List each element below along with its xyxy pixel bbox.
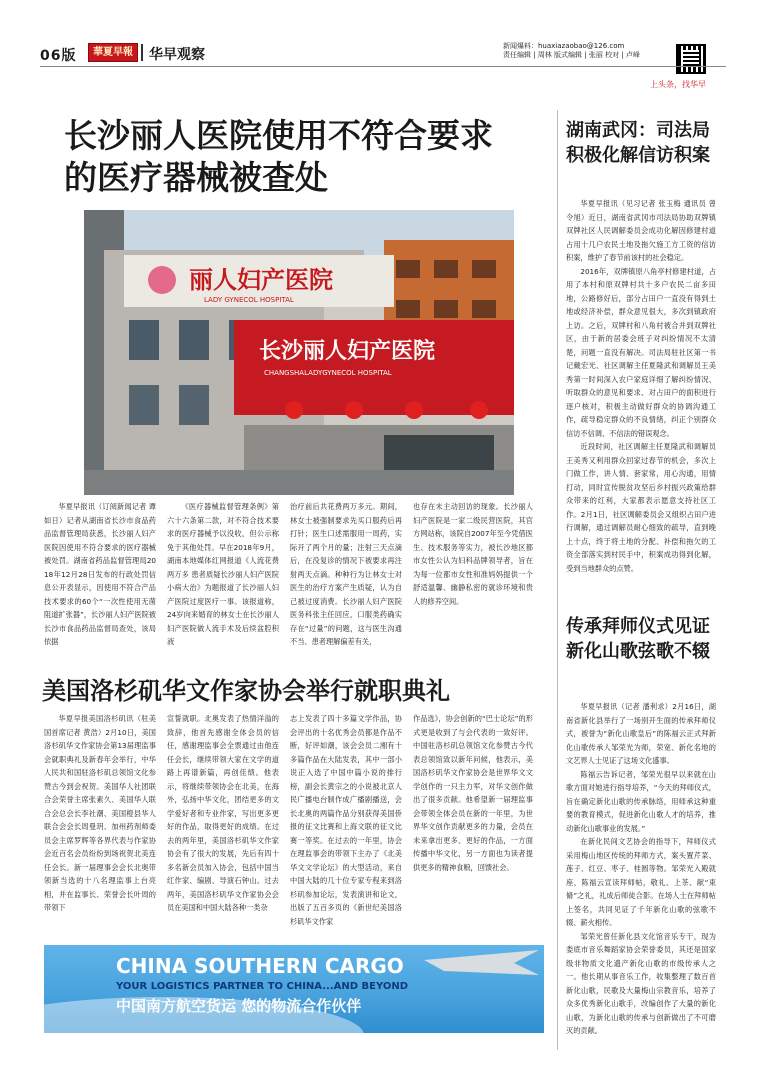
hospital-building-image — [84, 210, 514, 495]
column-divider — [557, 110, 558, 1050]
second-article-col1: 华夏早报美国洛杉矶讯（驻美国首席记者 黄浩）2月10日，美国洛杉矶华文作家协会第13届理监事会就职典礼及新春年会举行，中华人民共和国驻洛杉矶总领馆文化参赞古今到会祝贺。美国华人社团联合会荣誉主席张素久、美国华人联合会总会长李社潮、美国橙县华人联合会会长周曼玥、加州药剂师委员会主席罗辉等各界代表与作家协会近百名会员纷纷到场祝贺北美连任会长。新一届理事会会长北奥带领新当选的十八名理监事上台亮相，并在监事长、荣誉会长叶周的带领下 — [44, 714, 156, 912]
main-article-col4: 也存在未主动回访的现象。长沙丽人妇产医院是一家二级民营医院，其官方网站称，该院自2007年至今凭借医生、技术服务等实力，被长沙地区都市女性公认为妇科品牌领导者，旨在为每一位都市女性和准妈妈提供一个舒适温馨、幽静私密的就诊环境和贵人的修养空间。 — [413, 502, 533, 606]
banner-chinese: 中国南方航空货运 您的物流合作伙伴 — [116, 997, 362, 1015]
editor-credits: 责任编辑 | 周林 版式编辑 | 张丽 校对 | 卢峰 — [503, 51, 640, 59]
photo-sign-main-en: CHANGSHALADYGYNECOL HOSPITAL — [264, 369, 392, 377]
main-headline-line1: 长沙丽人医院使用不符合要求 — [64, 116, 493, 155]
page-number: 06版 — [40, 48, 77, 64]
qr-code-center — [683, 50, 699, 66]
second-article-col3: 志上发表了四十多篇文学作品，协会评出的十名优秀会员都是作品不断，好评如潮，该会会员二湘有十多篇作品在大陆发表，其中一部小说正入选了中国中篇小说的排行榜，副会长黄宗之的小说被北京人民广播电台制作成广播剧播送，会长北奥的两篇作品分别获得美国侨报的征文比赛和上海文联的征文比赛一等奖。在过去的一年里，协会在理监事会的带领下主办了《北美华文文学论坛》的大型活动，来自中国大陆的几十位专家专程来到洛杉矶参加论坛，发表演讲和论文，出版了五百多页的《新世纪美国洛杉矶华文作家 — [290, 714, 402, 926]
right-headline-1: 湖南武冈：司法局积极化解信访积案 — [566, 120, 710, 166]
right-article1-body: 华夏早报讯（见习记者 张玉梅 通讯员 曾令旭）近日，湖南省武冈市司法局协助双牌镇双牌社区人民调解委员会成功化解因修建村道占用十几户农民土地及拖欠施工方工资的信访积案，维护了春节前该村的社会稳定。 2016年，双牌镇原八角亭村修建村道，占用了本村和原双牌村共十多户农民二亩多田地，公路修好后，部分占田户一直没有得到土地或经济补偿，群众意见很大，多次到镇政府上访。之后，双牌村和八角村被合并到双牌社区，由于新的居委会班子对纠纷情况不太清楚，问题一直没有解决。司法局驻社区第一书记戴宏光、社区调解主任夏隆武和调解员王美秀第一时间深入农户家庭详细了解纠纷情况、听取群众的意见和要求、对占田户的面积进行逐户核对，积极主动做好群众的协调沟通工作，疏导稳定群众的不良情绪，纠正个别群众信访不信调、不信法的错误观念。 近段时间，社区调解主任夏隆武和调解员王美秀又利用群众回家过春节的机会，多次上门做工作，讲人情、套家常，用心沟通，用情打动，同时宣传脱贫攻坚后乡村振兴政策给群众带来的红利，大家都表示愿意支持社区工作。2月1日，社区调解委员会又组织占田户进行调解，通过调解员耐心细致的疏导，直到晚上十点，终于将土地的分配、补偿和拖欠的工资全部落实到村民手中，积案成功得到化解，受到当地群众的点赞。 — [566, 199, 716, 573]
photo-sign-top-en: LADY GYNECOL HOSPITAL — [204, 296, 294, 304]
section-title: 华早观察 — [149, 47, 205, 63]
header-divider — [141, 44, 143, 61]
main-article-col3: 治疗前后共花费两万多元。期间，林女士被强制要求先买口服药后再打针；医生口述需服用一周药，实际开了两个月的量；注射三天点滴后，在没复诊的情况下被要求再注射两天点滴。种种行为让林女士对医生的治疗方案产生质疑，认为自己被过度消费。长沙丽人妇产医院医务科张主任回应，口服类药确实存在“过量”的问题，这与医生沟通不当、患者理解偏差有关， — [290, 502, 402, 646]
banner-subtitle: YOUR LOGISTICS PARTNER TO CHINA...AND BEYOND — [116, 981, 409, 992]
main-headline-line2: 的医疗器械被查处 — [64, 158, 328, 197]
newspaper-logo: 華夏早報 — [88, 43, 138, 62]
right-article2-body: 华夏早报讯（记者 潘利求）2月16日，湖南省新化县举行了一场别开生面的传承拜师仪式，被誉为“新化山歌皇后”的陈福云正式拜新化山歌传承人邹荣光为师，荣宽、新化名地的文艺界人士见证了这场文化盛事。 陈福云告诉记者，邹荣光很早以来就在山歌方面对她进行指导培养，“今天的拜师仪式，旨在确定新化山歌的传承脉络，用师承这种重要的教育模式，促进新化山歌人才的培养，推动新化山歌事业的发展。” 在新化民间文艺协会的指导下，拜师仪式采用梅山地区传统的拜师方式，案头置芹菜、莲子、红豆、枣子、桂圆等物。邹荣光入殿就座，陈福云宣读拜师帖，敬礼、上茶、献“束脩”之礼，礼成后师徒合影。在场人士在拜师帖上签名，共同见证了千年新化山歌的弦歌不辍、薪火相传。 邹荣光曾任新化县文化馆音乐专干，现为娄底市音乐舞蹈家协会荣誉委员，其还是国家级非物质文化遗产新化山歌的市级传承人之一。他长期从事音乐工作，收集整理了数百首新化山歌，民歌及大量梅山宗教音乐，培养了众多优秀新化山歌手，改编创作了大量的新化山歌，为新化山歌的传承与创新做出了不可磨灭的贡献。 — [566, 702, 716, 1035]
right-headline-2: 传承拜师仪式见证新化山歌弦歌不辍 — [566, 616, 710, 662]
hospital-photo — [84, 210, 514, 495]
main-article-col2: 《医疗器械监督管理条例》第六十六条第二款，对不符合技术要求的医疗器械予以没收，但公示称免于其他处罚。早在2018年9月，湖南本地媒体红网报道《人流花费两万多 患者质疑长沙丽人妇产医院小病大治》为题报道了长沙丽人妇产医院过度医疗一事。该报道称，24岁向来婚育的林女士在长沙丽人妇产医院做人流手术及后续盆腔积液 — [167, 502, 279, 646]
photo-sign-main: 长沙丽人妇产医院 — [259, 339, 436, 364]
airplane-icon — [424, 950, 539, 975]
header-rule — [40, 66, 726, 67]
second-headline: 美国洛杉矶华文作家协会举行就职典礼 — [42, 677, 450, 705]
main-article-col1: 华夏早报讯（订阅新闻记者 谭如日）记者从湖南省长沙市食品药品监督管理局获悉，长沙丽人妇产医院因使用不符合要求的医疗器械被处罚。湖南省药品监督管理局2018年12月28日发布的行政处罚信息公开表显示，因使用不符合产品技术要求的60个“一次性使用无菌阻道扩张器”，长沙丽人妇产医院被长沙市食品药品监督局查处，该局依据 — [44, 502, 156, 646]
main-headline — [64, 115, 544, 199]
second-article-col4: 作品选》，协会创新的“巴士论坛”的形式更是收到了与会代表的一致好评。中国驻洛杉矶总领馆文化参赞古今代表总领馆致以新年问候，他表示，美国洛杉矶华文作家协会是世界华文文学创作的一只主力军，对华文创作做出了很多贡献。他希望新一届理监事会带领全体会员在新的一年里，为世界华文创作贡献更多的力量，会员在未来拿出更多、更好的作品，一方面传播中华文化，另一方面也为读者提供更多的精神食粮，回馈社会。 — [413, 714, 533, 872]
slogan: 上头条，找华早 — [650, 80, 706, 89]
hospital-logo-icon — [148, 266, 176, 294]
banner-title: CHINA SOUTHERN CARGO — [116, 954, 404, 978]
second-article-col2: 宣誓就职。北奥发表了热情洋溢的致辞，他首先感谢全体会员的信任，感谢理监事会全票通过由他连任会长，继续带领大家在文学的道路上再谱新篇，再创佳绩。他表示，将继续带领协会在北美，在海外，弘扬中华文化，团结更多的文学爱好者和专业作家，写出更多更好的作品，取得更好的成绩。在过去的两年里，美国洛杉矶华文作家协会有了很大的发展，先后有四十多名新会员加入协会，包括中国当红作家、编剧、导演石钟山。过去两年，美国洛杉矶华文作家协会会员在美国和中国大陆各种一类杂 — [167, 714, 279, 912]
cargo-banner-ad — [44, 945, 544, 1033]
cargo-banner-graphic — [44, 945, 544, 1033]
photo-sign-top: 丽人妇产医院 — [189, 266, 333, 294]
news-hotline: 新闻爆料：huaxiazaobao@126.com — [503, 42, 625, 50]
